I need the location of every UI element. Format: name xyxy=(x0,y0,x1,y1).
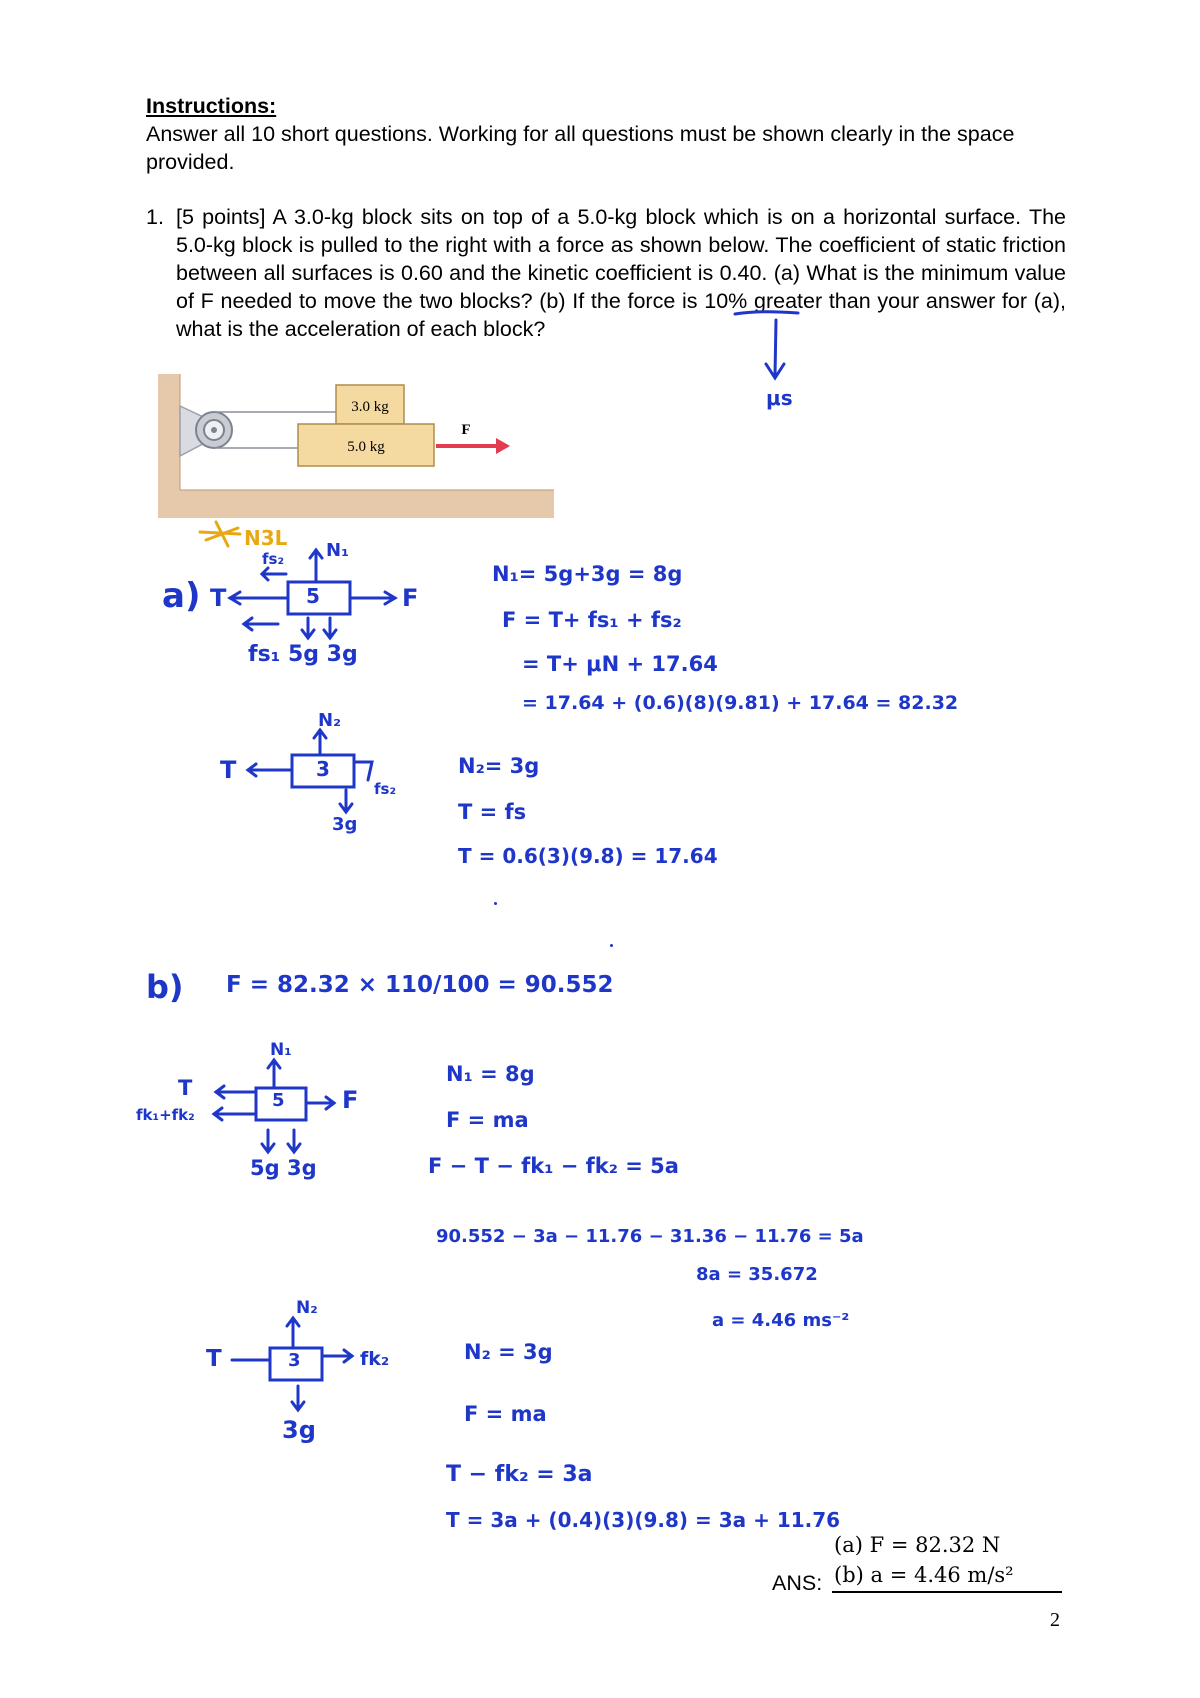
page-number: 2 xyxy=(1050,1609,1060,1631)
fbd3b-block: 3 xyxy=(288,1350,301,1371)
fbd5b-block: 5 xyxy=(272,1090,285,1111)
annotation-mu: μs xyxy=(766,386,793,410)
answer-part-a: (a) F = 82.32 N xyxy=(834,1533,1001,1557)
move-underline xyxy=(735,312,798,314)
ink-dot xyxy=(610,944,613,947)
part-b-eq7: N₂ = 3g xyxy=(464,1340,553,1364)
fbd3b-left: T xyxy=(206,1346,222,1372)
part-b-eq1: N₁ = 8g xyxy=(446,1062,535,1086)
fbd5b-down: 5g 3g xyxy=(250,1156,317,1180)
question-text: [5 points] A 3.0-kg block sits on top of a 5.0-kg block which is on a horizontal surface. The 5.0-kg block is pulled to the right with a force as shown below. The coefficient of static friction between all surfaces is 0.60 and the kinetic coefficient is 0.40. (a) What is the minimum value of F needed to move the two blocks? (b) If the force is 10% greater than your answer for (a), what is the acceleration of each block? xyxy=(176,205,1066,341)
fbd5a-left: T xyxy=(210,584,227,612)
fbd3b-right: fk₂ xyxy=(360,1348,390,1370)
part-b-eq4: 90.552 − 3a − 11.76 − 31.36 − 11.76 = 5a xyxy=(436,1226,864,1247)
fbd3a-right: fs₂ xyxy=(374,780,397,798)
fbd3b-down: 3g xyxy=(282,1416,316,1444)
part-b-eq9: T − fk₂ = 3a xyxy=(446,1462,593,1487)
ink-dot xyxy=(494,902,497,905)
fbd3a-down: 3g xyxy=(332,814,358,835)
question-number: 1. xyxy=(146,205,164,229)
mu-arrow-shaft xyxy=(775,320,776,376)
fbd3a-block: 3 xyxy=(316,757,330,781)
part-b-eq10: T = 3a + (0.4)(3)(9.8) = 3a + 11.76 xyxy=(446,1508,841,1532)
part-b-label: b) xyxy=(146,968,184,1006)
part-a-eq7: T = 0.6(3)(9.8) = 17.64 xyxy=(458,844,718,868)
part-a-eq1: N₁= 5g+3g = 8g xyxy=(492,562,683,586)
fbd5a-block: 5 xyxy=(306,584,320,608)
fbd3a-left: T xyxy=(220,756,237,784)
part-b-f-eq: F = 82.32 × 110/100 = 90.552 xyxy=(226,972,614,998)
part-b-eq8: F = ma xyxy=(464,1402,547,1426)
fbd3b-up: N₂ xyxy=(296,1298,318,1318)
bottom-block-label: 5.0 kg xyxy=(347,439,385,455)
force-label: F xyxy=(461,422,471,438)
instructions-heading: Instructions: xyxy=(146,94,277,118)
answer-line xyxy=(832,1591,1062,1593)
part-b-eq3: F − T − fk₁ − fk₂ = 5a xyxy=(428,1154,679,1178)
fbd5b-right: F xyxy=(342,1086,359,1114)
part-a-eq6: T = fs xyxy=(458,800,527,824)
fbd3a-up: N₂ xyxy=(318,710,341,731)
instructions-text: Answer all 10 short questions. Working for all questions must be shown clearly in the space provided. xyxy=(146,122,1015,174)
top-block-label: 3.0 kg xyxy=(351,399,389,415)
fbd5a-right: F xyxy=(402,584,419,612)
answer-part-b: (b) a = 4.46 m/s² xyxy=(834,1563,1014,1587)
part-a-eq4: = 17.64 + (0.6)(8)(9.81) + 17.64 = 82.32 xyxy=(522,692,959,714)
part-b-eq2: F = ma xyxy=(446,1108,529,1132)
fbd5b-left-bottom: fk₁+fk₂ xyxy=(136,1106,195,1124)
fbd5a-bottom: fs₁ 5g 3g xyxy=(248,642,358,667)
fbd5a-friction-top: fs₂ xyxy=(262,550,285,568)
fbd5a-up: N₁ xyxy=(326,540,349,561)
part-a-eq3: = T+ μN + 17.64 xyxy=(522,652,718,676)
fbd5b-up: N₁ xyxy=(270,1040,292,1060)
part-b-eq6: a = 4.46 ms⁻² xyxy=(712,1310,850,1331)
annotation-n3l: N3L xyxy=(244,526,288,550)
part-a-eq5: N₂= 3g xyxy=(458,754,540,778)
answer-label: ANS: xyxy=(772,1571,823,1595)
fbd5b-left-top: T xyxy=(178,1076,193,1100)
part-b-eq5: 8a = 35.672 xyxy=(696,1264,818,1285)
part-a-label: a) xyxy=(162,576,201,616)
part-a-eq2: F = T+ fs₁ + fs₂ xyxy=(502,608,682,632)
